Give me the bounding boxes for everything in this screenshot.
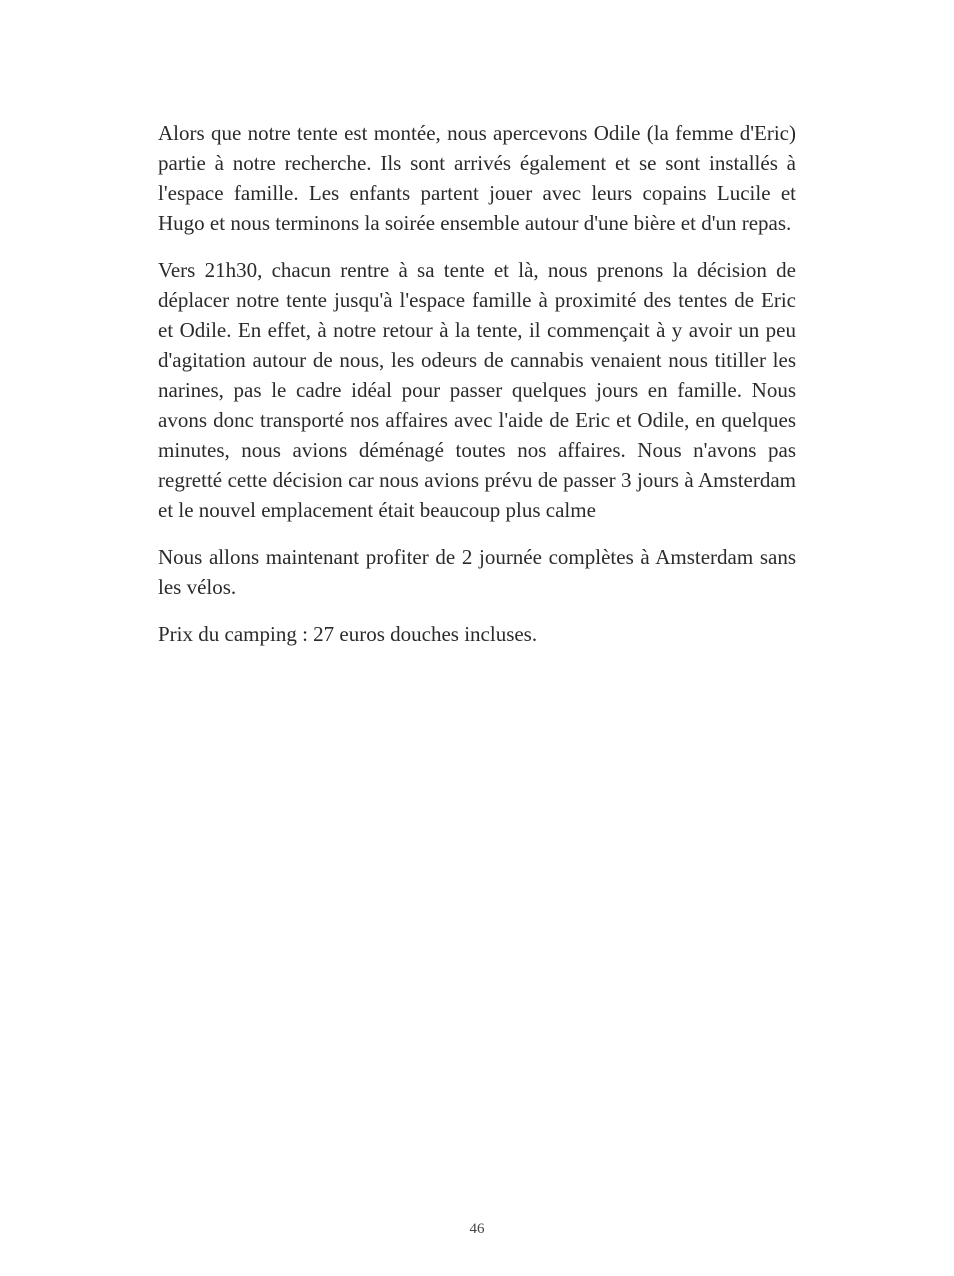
paragraph-camping-price: Prix du camping : 27 euros douches incluses. [158,622,538,646]
paragraph-plans: Nous allons maintenant profiter de 2 journée complètes à Amsterdam sans les vélos. [158,545,796,599]
paragraph-arrival: Alors que notre tente est montée, nous apercevons Odile (la femme d'Eric) partie à notre recherche. Ils sont arrivés également et se sont installés à l'espace famille. Les enfants partent jouer avec leurs copains Lucile et Hugo et nous terminons la soirée ensemble autour d'une bière et d'un repas. [158,121,796,235]
page-number: 46 [469,1221,485,1237]
paragraph-tent-move: Vers 21h30, chacun rentre à sa tente et là, nous prenons la décision de déplacer notre tente jusqu'à l'espace famille à proximité des tentes de Eric et Odile. En effet, à notre retour à la tente, il commençait à y avoir un peu d'agitation autour de nous, les odeurs de cannabis venaient nous titiller les narines, pas le cadre idéal pour passer quelques jours en famille. Nous avons donc transporté nos affaires avec l'aide de Eric et Odile, en quelques minutes, nous avions déménagé toutes nos affaires. Nous n'avons pas regretté cette décision car nous avions prévu de passer 3 jours à Amsterdam et le nouvel emplacement était beaucoup plus calme [158,258,796,522]
page-body [158,118,796,666]
